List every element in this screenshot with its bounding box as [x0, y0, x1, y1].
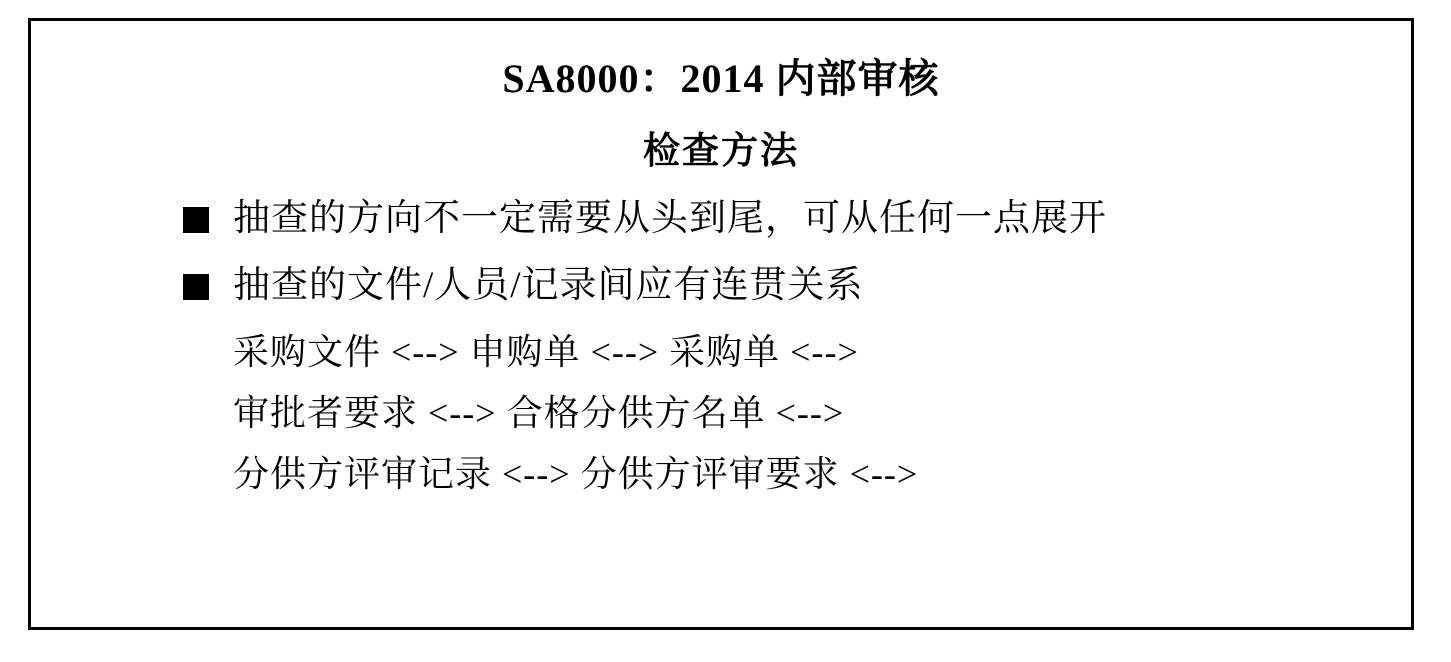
- chain-line: 采购文件 <--> 申购单 <--> 采购单 <-->: [233, 332, 859, 373]
- list-item: [71, 262, 1371, 311]
- slide-frame: [28, 18, 1414, 630]
- slide-content: [31, 21, 1411, 627]
- chain-line: 分供方评审记录 <--> 分供方评审要求 <-->: [233, 453, 919, 494]
- list-item: [71, 195, 1371, 244]
- section-subtitle: 检查方法: [643, 130, 799, 171]
- square-bullet-icon: [183, 274, 209, 300]
- chain-line: 审批者要求 <--> 合格分供方名单 <-->: [233, 392, 845, 433]
- page-title: SA8000：2014 内部审核: [502, 56, 940, 101]
- list-item-label: 抽查的方向不一定需要从头到尾，可从任何一点展开: [233, 198, 1107, 240]
- list-item-label: 抽查的文件/人员/记录间应有连贯关系: [233, 265, 864, 307]
- square-bullet-icon: [183, 207, 209, 233]
